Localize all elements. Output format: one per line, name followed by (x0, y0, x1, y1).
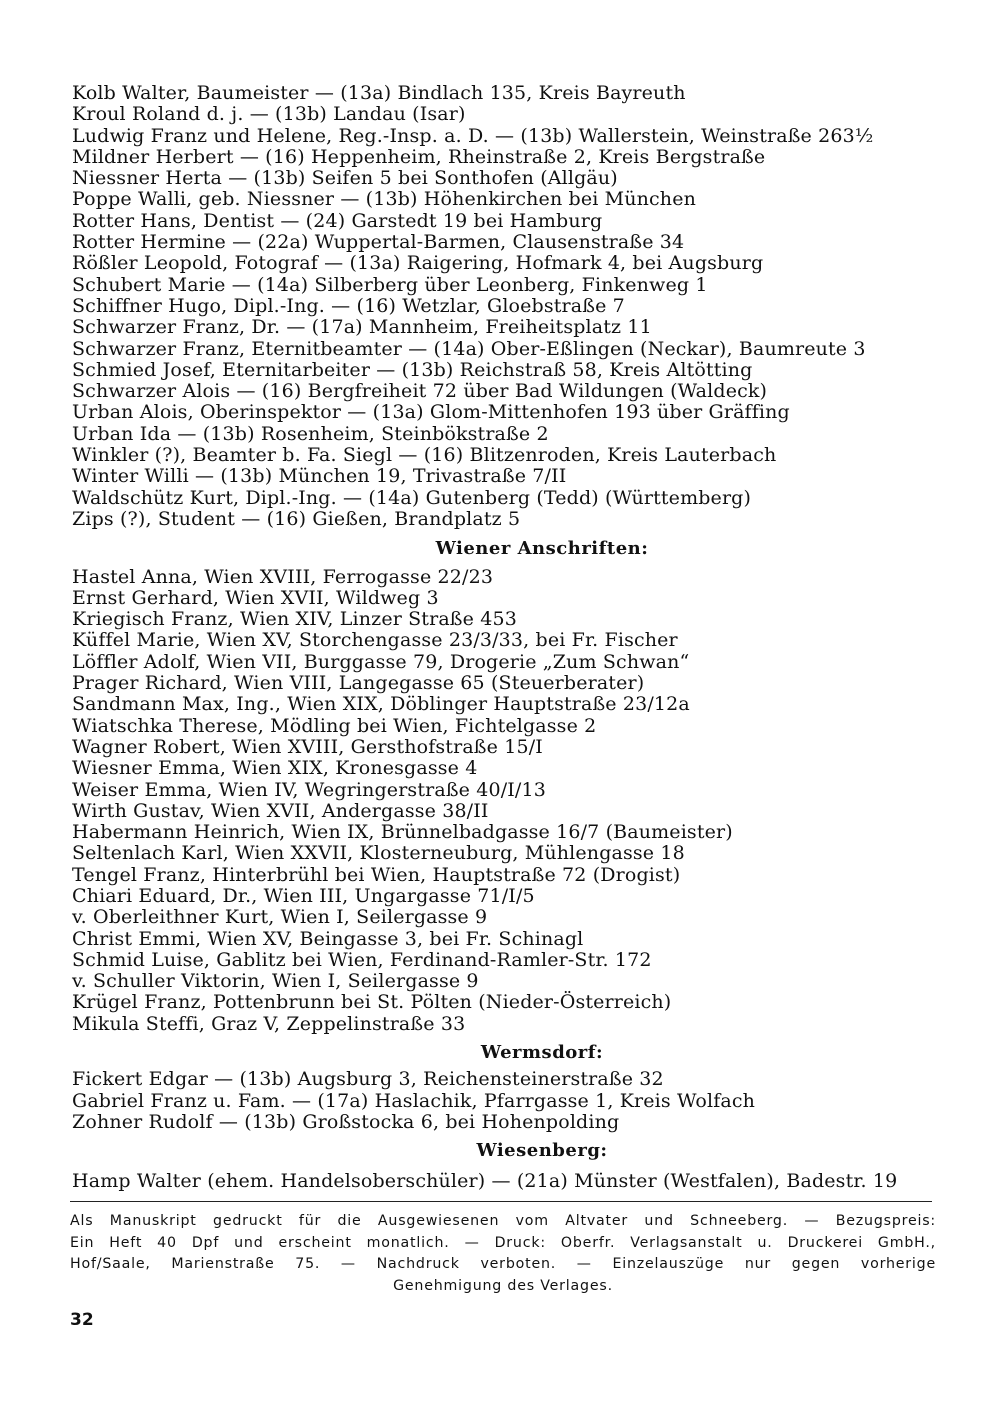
footer-line: Ein Heft 40 Dpf und erscheint monatlich. — Druck: Oberfr. Verlagsanstalt u. Druckerei GmbH., (70, 1234, 936, 1251)
address-list (72, 83, 942, 1192)
address-entry: Tengel Franz, Hinterbrühl bei Wien, Hauptstraße 72 (Drogist) (72, 863, 681, 886)
address-entry: Rotter Hans, Dentist — (24) Garstedt 19 bei Hamburg (72, 209, 603, 232)
address-entry: Hamp Walter (ehem. Handelsoberschüler) — (21a) Münster (Westfalen), Badestr. 19 (72, 1169, 898, 1192)
address-entry: Weiser Emma, Wien IV, Wegringerstraße 40/I/13 (72, 778, 546, 801)
address-entry: Ludwig Franz und Helene, Reg.-Insp. a. D. — (13b) Wallerstein, Weinstraße 263½ (72, 124, 874, 147)
address-entry: Gabriel Franz u. Fam. — (17a) Haslachik, Pfarrgasse 1, Kreis Wolfach (72, 1089, 756, 1112)
address-entry: Rotter Hermine — (22a) Wuppertal-Barmen, Clausenstraße 34 (72, 231, 685, 254)
address-entry: Schmied Josef, Eternitarbeiter — (13b) Reichstraß 58, Kreis Altötting (72, 358, 753, 381)
address-entry: Zohner Rudolf — (13b) Großstocka 6, bei Hohenpolding (72, 1110, 620, 1133)
address-entry: Sandmann Max, Ing., Wien XIX, Döblinger Hauptstraße 23/12a (72, 693, 690, 716)
address-entry: Küffel Marie, Wien XV, Storchengasse 23/3/33, bei Fr. Fischer (72, 629, 678, 652)
page-number: 32 (70, 1310, 94, 1330)
address-entry: Schwarzer Franz, Eternitbeamter — (14a) Ober-Eßlingen (Neckar), Baumreute 3 (72, 337, 866, 360)
address-entry: Wiatschka Therese, Mödling bei Wien, Fichtelgasse 2 (72, 714, 597, 737)
address-entry: Winter Willi — (13b) München 19, Trivastraße 7/II (72, 465, 567, 488)
address-entry: Schiffner Hugo, Dipl.-Ing. — (16) Wetzlar, Gloebstraße 7 (72, 294, 625, 317)
address-entry: Urban Alois, Oberinspektor — (13a) Glom-Mittenhofen 193 über Gräffing (72, 401, 790, 424)
address-entry: Mikula Steffi, Graz V, Zeppelinstraße 33 (72, 1012, 466, 1035)
address-entry: Schubert Marie — (14a) Silberberg über Leonberg, Finkenweg 1 (72, 273, 708, 296)
heading-wiesenberg: Wiesenberg: (476, 1140, 608, 1162)
section-wiesenberg-addresses (72, 1171, 942, 1192)
address-entry: Rößler Leopold, Fotograf — (13a) Raigering, Hofmark 4, bei Augsburg (72, 252, 764, 275)
address-entry: Schwarzer Alois — (16) Bergfreiheit 72 über Bad Wildungen (Waldeck) (72, 380, 768, 403)
address-entry: Wirth Gustav, Wien XVII, Andergasse 38/II (72, 799, 489, 822)
address-entry: Kolb Walter, Baumeister — (13a) Bindlach 135, Kreis Bayreuth (72, 82, 686, 104)
address-entry: Löffler Adolf, Wien VII, Burggasse 79, Drogerie „Zum Schwan“ (72, 650, 690, 673)
address-entry: Krügel Franz, Pottenbrunn bei St. Pölten (Nieder-Österreich) (72, 991, 672, 1014)
address-entry: Schmid Luise, Gablitz bei Wien, Ferdinand-Ramler-Str. 172 (72, 948, 652, 971)
address-entry: Kroul Roland d. j. — (13b) Landau (Isar) (72, 103, 466, 126)
address-entry: Waldschütz Kurt, Dipl.-Ing. — (14a) Gutenberg (Tedd) (Württemberg) (72, 486, 752, 509)
address-entry: Seltenlach Karl, Wien XXVII, Klosterneuburg, Mühlengasse 18 (72, 842, 685, 865)
address-entry: Fickert Edgar — (13b) Augsburg 3, Reichensteinerstraße 32 (72, 1068, 664, 1091)
address-entry: Mildner Herbert — (16) Heppenheim, Rheinstraße 2, Kreis Bergstraße (72, 145, 766, 168)
footer-divider (70, 1201, 932, 1202)
heading-wermsdorf: Wermsdorf: (480, 1042, 604, 1064)
section-wermsdorf-addresses (72, 1069, 942, 1133)
section-wien-addresses (72, 567, 942, 1036)
footer-line: Genehmigung des Verlages. (393, 1277, 613, 1294)
address-entry: Niessner Herta — (13b) Seifen 5 bei Sonthofen (Allgäu) (72, 167, 618, 190)
address-entry: Schwarzer Franz, Dr. — (17a) Mannheim, Freiheitsplatz 11 (72, 316, 652, 339)
section-main-addresses (72, 83, 942, 530)
address-entry: Wiesner Emma, Wien XIX, Kronesgasse 4 (72, 757, 478, 780)
address-entry: v. Schuller Viktorin, Wien I, Seilergasse 9 (72, 970, 479, 993)
imprint-footer (70, 1211, 936, 1297)
footer-line: Als Manuskript gedruckt für die Ausgewiesenen vom Altvater und Schneeberg. — Bezugspreis: (70, 1213, 936, 1229)
heading-wiener-anschriften: Wiener Anschriften: (435, 538, 649, 560)
address-entry: Kriegisch Franz, Wien XIV, Linzer Straße 453 (72, 608, 517, 631)
address-entry: Habermann Heinrich, Wien IX, Brünnelbadgasse 16/7 (Baumeister) (72, 821, 733, 844)
address-entry: Chiari Eduard, Dr., Wien III, Ungargasse 71/I/5 (72, 884, 535, 907)
address-entry: Hastel Anna, Wien XVIII, Ferrogasse 22/23 (72, 565, 494, 588)
address-entry: v. Oberleithner Kurt, Wien I, Seilergasse 9 (72, 906, 488, 929)
address-entry: Wagner Robert, Wien XVIII, Gersthofstraße 15/I (72, 735, 543, 758)
address-entry: Poppe Walli, geb. Niessner — (13b) Höhenkirchen bei München (72, 188, 696, 211)
address-entry: Zips (?), Student — (16) Gießen, Brandplatz 5 (72, 507, 521, 530)
address-entry: Prager Richard, Wien VIII, Langegasse 65 (Steuerberater) (72, 672, 645, 695)
address-entry: Winkler (?), Beamter b. Fa. Siegl — (16) Blitzenroden, Kreis Lauterbach (72, 444, 777, 467)
address-entry: Urban Ida — (13b) Rosenheim, Steinbökstraße 2 (72, 422, 549, 445)
address-entry: Christ Emmi, Wien XV, Beingasse 3, bei Fr. Schinagl (72, 927, 584, 950)
footer-line: Hof/Saale, Marienstraße 75. — Nachdruck verboten. — Einzelauszüge nur gegen vorherige (70, 1256, 936, 1272)
address-entry: Ernst Gerhard, Wien XVII, Wildweg 3 (72, 586, 439, 609)
